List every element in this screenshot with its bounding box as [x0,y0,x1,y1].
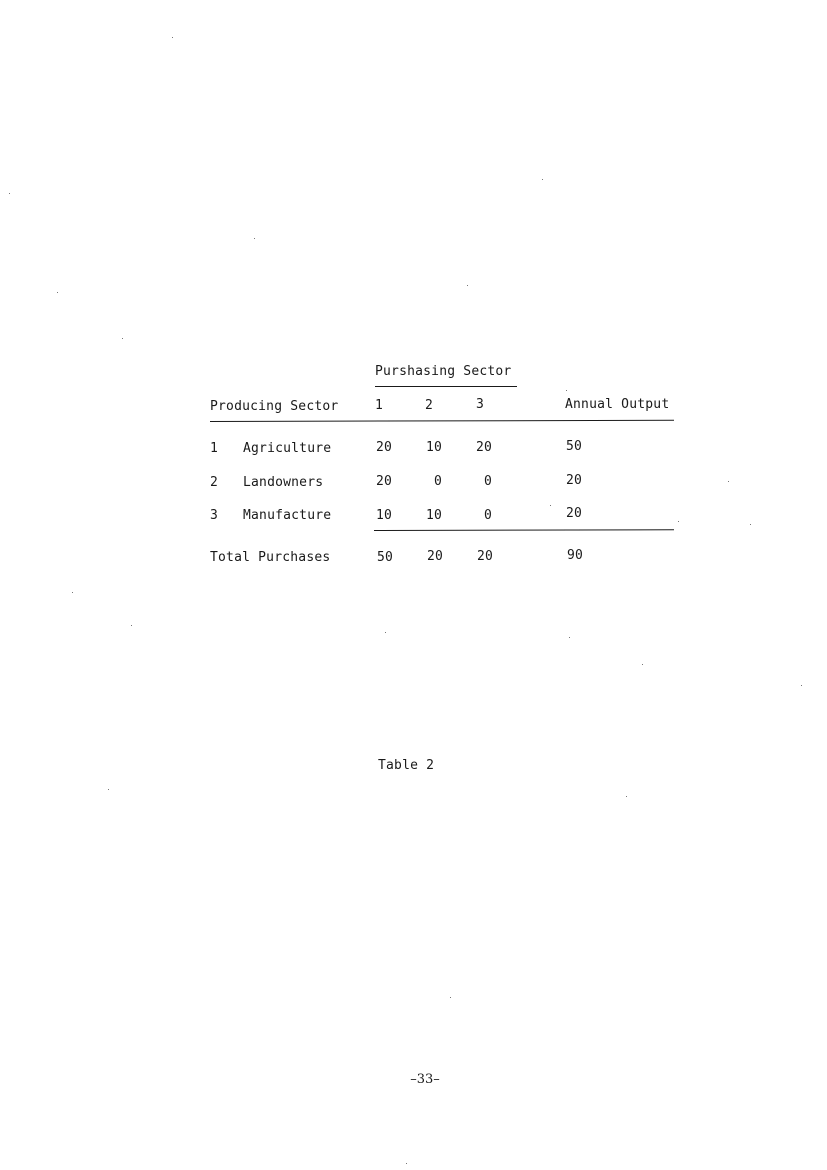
row-number: 3 [210,508,219,523]
total-label: Total Purchases [210,550,331,565]
cell-col3: 0 [483,508,493,523]
cell-col2: 0 [433,474,443,489]
sector-name: Manufacture [243,508,332,523]
column-header-3: 3 [476,397,485,412]
column-header-2: 2 [425,398,434,413]
page-number: –33– [410,1072,440,1087]
column-header-1: 1 [375,398,384,413]
cell-col1: 10 [375,508,393,523]
row-number: 1 [210,441,219,456]
total-col2: 20 [426,549,444,564]
row-number: 2 [210,475,219,490]
total-col1: 50 [376,550,394,565]
cell-output: 20 [566,473,583,488]
purchasing-sector-header: Purshasing Sector [375,364,512,379]
cell-col2: 10 [425,440,443,455]
cell-col1: 20 [375,440,393,455]
table-caption: Table 2 [378,758,435,773]
cell-col2: 10 [425,508,443,523]
producing-sector-header: Producing Sector [210,399,339,414]
total-rule [374,529,674,531]
cell-output: 20 [566,506,583,521]
group-header-rule [375,386,517,387]
cell-output: 50 [566,439,583,454]
cell-col1: 20 [375,474,393,489]
cell-col3: 20 [475,440,493,455]
cell-col3: 0 [483,474,493,489]
total-output: 90 [567,548,584,563]
sector-name: Landowners [243,475,324,490]
sector-name: Agriculture [243,441,332,456]
header-rule [210,420,674,422]
total-col3: 20 [476,549,494,564]
annual-output-header: Annual Output [565,397,670,412]
